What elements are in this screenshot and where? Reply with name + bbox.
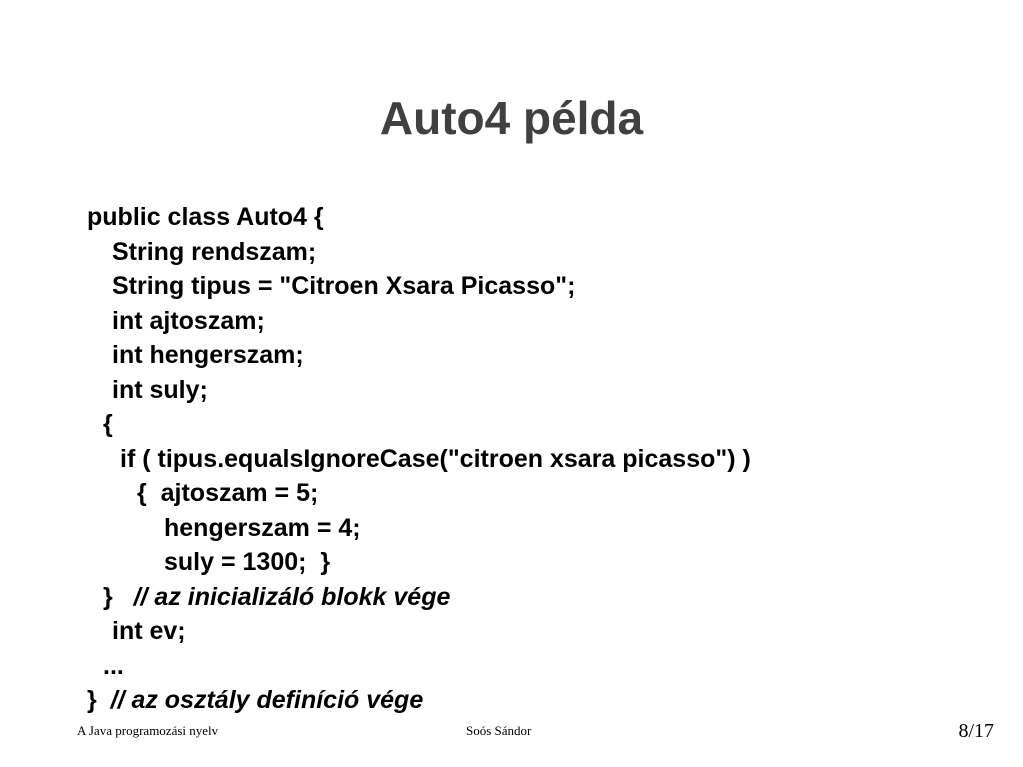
code-line: [103, 407, 113, 441]
code-line: [103, 580, 450, 614]
code-line: [87, 683, 423, 717]
code-line: [120, 442, 751, 476]
code-line: [87, 200, 324, 234]
code-text: {: [103, 410, 113, 438]
code-line: [112, 373, 208, 407]
code-text: int hengerszam;: [112, 341, 304, 369]
code-text: String rendszam;: [112, 237, 317, 266]
code-line: [112, 338, 304, 372]
code-line: [112, 304, 265, 338]
code-comment: // az inicializáló blokk vége: [133, 582, 451, 611]
code-comment: // az osztály definíció vége: [110, 686, 424, 714]
footer-page-number: 8/17: [958, 720, 994, 742]
code-line: [137, 476, 318, 510]
code-text: }: [87, 686, 111, 714]
code-line: [112, 235, 316, 269]
code-line: [164, 511, 361, 545]
code-text: ...: [103, 651, 124, 680]
code-line: [112, 269, 575, 303]
code-text: { ajtoszam = 5;: [137, 479, 319, 507]
code-text: }: [103, 582, 134, 611]
code-line: [103, 649, 124, 683]
code-text: suly = 1300; }: [164, 548, 331, 576]
footer-author: Soós Sándor: [466, 723, 532, 738]
code-text: String tipus = "Citroen Xsara Picasso";: [112, 272, 576, 300]
code-text: public class Auto4 {: [87, 203, 324, 231]
code-text: hengerszam = 4;: [164, 513, 361, 542]
code-text: int ev;: [112, 617, 186, 645]
code-line: [164, 545, 330, 579]
code-text: int suly;: [112, 375, 208, 404]
footer-course-title: A Java programozási nyelv: [77, 723, 219, 738]
code-line: [112, 614, 186, 648]
slide-title: Auto4 példa: [379, 92, 644, 144]
code-text: int ajtoszam;: [112, 306, 265, 335]
code-text: if ( tipus.equalsIgnoreCase("citroen xsara picasso") ): [120, 444, 751, 473]
